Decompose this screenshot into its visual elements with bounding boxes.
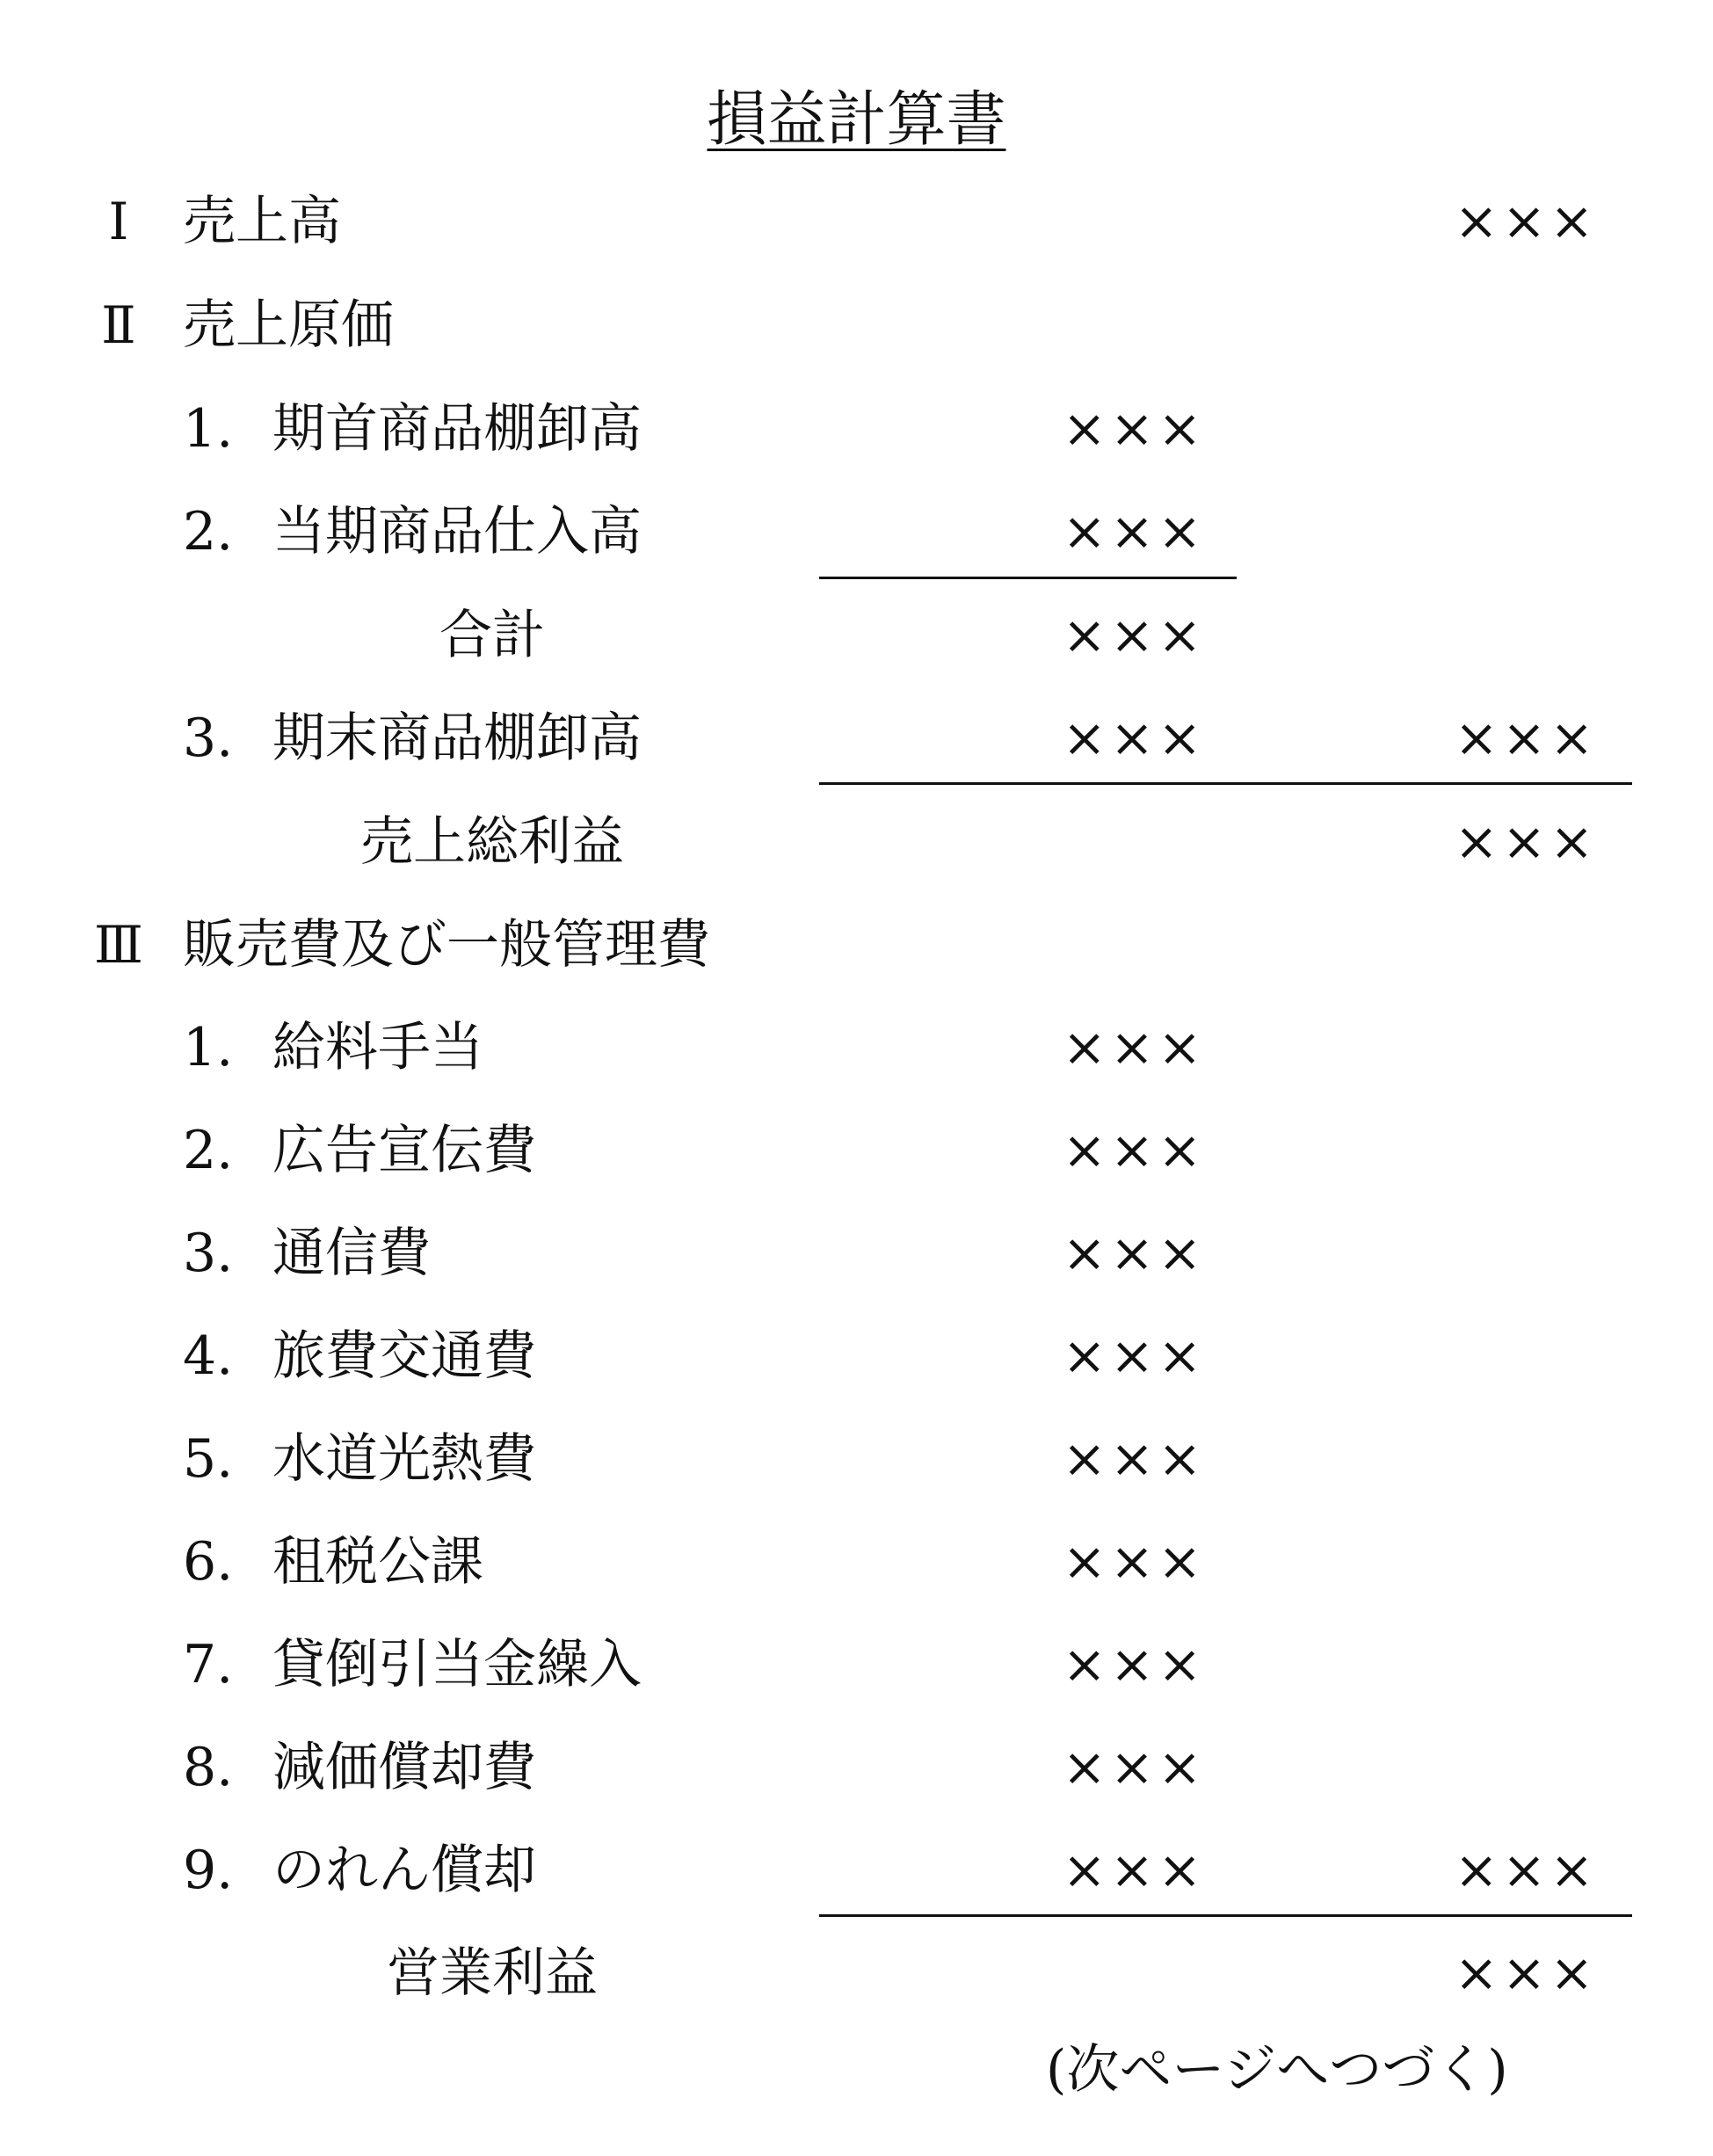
sga-item-row: [0, 1514, 1713, 1610]
cogs-item-row: [0, 690, 1713, 787]
item-number: 8.: [183, 1737, 234, 1798]
amount-middle: ×××: [1062, 1325, 1206, 1387]
amount-right: ×××: [1454, 708, 1598, 769]
amount-middle: ×××: [1062, 1223, 1206, 1284]
sga-header-row: [0, 897, 1713, 993]
cogs-header-row: [0, 277, 1713, 374]
item-label: 水道光熱費: [272, 1428, 536, 1490]
item-number: 3.: [183, 708, 234, 769]
item-label: 当期商品仕入高: [272, 501, 642, 563]
subtotal-label: 合計: [439, 605, 545, 666]
item-number: 2.: [183, 501, 234, 563]
subtotal-row: [0, 587, 1713, 684]
item-number: 4.: [183, 1325, 234, 1387]
amount-middle: ×××: [1062, 1737, 1206, 1798]
sga-item-row: [0, 1616, 1713, 1713]
item-label: 旅費交通費: [272, 1325, 536, 1387]
item-label: 期末商品棚卸高: [272, 708, 642, 769]
item-label: 減価償却費: [272, 1737, 536, 1798]
sga-item-row: [0, 999, 1713, 1096]
page-title: 損益計算書: [707, 85, 1006, 155]
gross-profit-label: 売上総利益: [360, 811, 624, 873]
operating-profit-label: 営業利益: [387, 1942, 598, 2004]
section-label: 売上高: [183, 191, 341, 252]
subtotal-rule: [819, 577, 1237, 579]
amount-middle: ×××: [1062, 398, 1206, 460]
sga-item-row: [0, 1308, 1713, 1405]
amount-middle: ×××: [1062, 1017, 1206, 1078]
item-number: 3.: [183, 1223, 234, 1284]
item-label: 租税公課: [272, 1531, 483, 1593]
amount-middle: ×××: [1062, 708, 1206, 769]
amount-middle: ×××: [1062, 605, 1206, 666]
item-label: 給料手当: [272, 1017, 483, 1078]
amount-middle: ×××: [1062, 1120, 1206, 1181]
amount-middle: ×××: [1062, 1840, 1206, 1901]
item-label: 期首商品棚卸高: [272, 398, 642, 460]
item-number: 2.: [183, 1120, 234, 1181]
item-label: 貸倒引当金繰入: [272, 1634, 642, 1695]
item-number: 1.: [183, 398, 234, 460]
operating-profit-rule: [819, 1914, 1632, 1917]
sga-item-row: [0, 1205, 1713, 1302]
section-numeral: Ⅲ: [94, 915, 143, 975]
item-number: 6.: [183, 1531, 234, 1593]
continued-note: (次ページへつづく): [1046, 2039, 1508, 2101]
cogs-item-row: [0, 381, 1713, 477]
gross-profit-rule: [819, 782, 1632, 785]
item-number: 1.: [183, 1017, 234, 1078]
amount-right: ×××: [1454, 1840, 1598, 1901]
item-label: のれん償却: [272, 1840, 536, 1901]
section-label: 販売費及び一般管理費: [183, 914, 710, 976]
cogs-item-row: [0, 483, 1713, 580]
amount-right: ×××: [1454, 811, 1598, 873]
operating-profit-row: [0, 1925, 1713, 2022]
sales-row: [0, 173, 1713, 270]
amount-right: ×××: [1454, 191, 1598, 252]
item-number: 5.: [183, 1428, 234, 1490]
item-label: 通信費: [272, 1223, 431, 1284]
amount-middle: ×××: [1062, 1428, 1206, 1490]
amount-middle: ×××: [1062, 501, 1206, 563]
sga-item-row: [0, 1411, 1713, 1507]
amount-middle: ×××: [1062, 1531, 1206, 1593]
item-number: 9.: [183, 1840, 234, 1901]
gross-profit-row: [0, 794, 1713, 890]
item-number: 7.: [183, 1634, 234, 1695]
amount-middle: ×××: [1062, 1634, 1206, 1695]
sga-item-row: [0, 1822, 1713, 1919]
sga-item-row: [0, 1102, 1713, 1199]
section-numeral: Ⅰ: [108, 192, 129, 251]
item-label: 広告宣伝費: [272, 1120, 536, 1181]
amount-right: ×××: [1454, 1942, 1598, 2004]
section-numeral: Ⅱ: [101, 295, 136, 355]
section-label: 売上原価: [183, 294, 394, 356]
sga-item-row: [0, 1719, 1713, 1816]
